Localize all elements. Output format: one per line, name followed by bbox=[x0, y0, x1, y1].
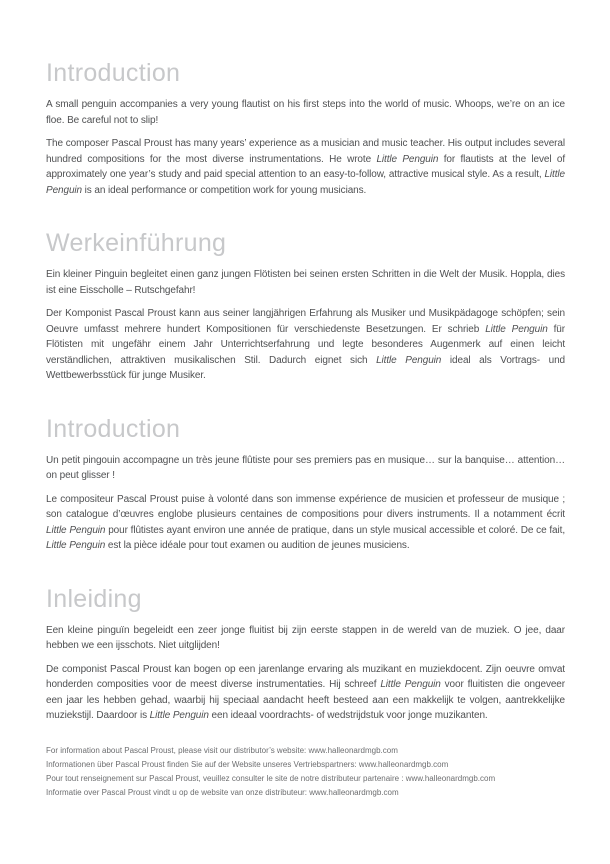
text-run: is an ideal performance or competition work for young musicians. bbox=[82, 184, 367, 196]
section-german bbox=[46, 228, 565, 384]
work-title-emphasis: Little Penguin bbox=[149, 710, 209, 721]
paragraph-english-1 bbox=[46, 97, 565, 128]
text-run: Een kleine pinguïn begeleidt een zeer jonge fluitist bij zijn eerste stappen in de wereld van de muziek. O jee, daar hebben we een ijsschots. Niet uitglijden! bbox=[46, 624, 565, 651]
work-title-emphasis: Little Penguin bbox=[46, 169, 565, 196]
text-run: een ideaal voordrachts- of wedstrijdstuk voor jonge muzikanten. bbox=[208, 710, 488, 721]
paragraph-french-1 bbox=[46, 453, 565, 484]
paragraph-dutch-1 bbox=[46, 623, 565, 654]
text-run: ideal als Vortrags- und Wettbewerbsstück für junge Musiker. bbox=[46, 354, 566, 381]
heading-dutch: Inleiding bbox=[46, 584, 142, 613]
footer-line-french: Pour tout renseignement sur Pascal Proust, veuillez consulter le site de notre distributeur partenaire : www.halleonardmgb.com bbox=[46, 773, 496, 783]
section-english bbox=[46, 58, 565, 198]
text-run: für Flötisten mit ungefähr einem Jahr Unterrichtserfahrung und legte besonderes Augenmerk auf einen leicht verständlichen, attraktiven musikalischen Stil. Dadurch eignet sich bbox=[46, 323, 565, 366]
text-run: Ein kleiner Pinguin begleitet einen ganz jungen Flötisten bei seinen ersten Schritten in die Welt der Musik. Hoppla, dies ist eine Eisscholle – Rutschgefahr! bbox=[46, 269, 565, 296]
text-run: De componist Pascal Proust kan bogen op een jarenlange ervaring als muzikant en muziekdocent. Zijn oeuvre omvat honderden composities voor de meest diverse instrumentaties. Hij schreef bbox=[46, 663, 565, 690]
text-run: voor fluitisten die ongeveer een jaar les hebben gehad, waarbij hij speciaal aandacht heeft besteed aan een makkelijk te volgen, aantrekkelijke muziekstijl. Daardoor is bbox=[46, 679, 565, 721]
work-title-emphasis: Little Penguin bbox=[485, 323, 548, 335]
text-run: Le compositeur Pascal Proust puise à volonté dans son immense expérience de musicien et professeur de musique ; son catalogue d’œuvres englobe plusieurs centaines de compositions pour divers instruments. Il a notamment écrit bbox=[46, 493, 565, 520]
work-title-emphasis: Little Penguin bbox=[46, 524, 106, 536]
text-run: for flautists at the level of approximately one year’s study and paid special attention to an easy-to-follow, attractive musical style. As a result, bbox=[46, 153, 566, 180]
heading-french: Introduction bbox=[46, 414, 181, 443]
work-title-emphasis: Little Penguin bbox=[46, 540, 106, 551]
work-title-emphasis: Little Penguin bbox=[380, 679, 441, 690]
footer-line-dutch: Informatie over Pascal Proust vindt u op de website van onze distributeur: www.halleonardmgb.com bbox=[46, 787, 399, 797]
work-title-emphasis: Little Penguin bbox=[376, 354, 442, 366]
paragraph-german-2 bbox=[46, 306, 565, 384]
footer-line-english: For information about Pascal Proust, please visit our distributor’s website: www.halleonardmgb.com bbox=[46, 745, 398, 755]
footer-line-german: Informationen über Pascal Proust finden Sie auf der Website unseres Vertriebspartners: www.halleonardmgb.com bbox=[46, 759, 449, 769]
text-run: Un petit pingouin accompagne un très jeune flûtiste pour ses premiers pas en musique… sur la banquise… attention… on peut glisser ! bbox=[46, 454, 565, 481]
paragraph-french-2 bbox=[46, 492, 565, 554]
heading-english: Introduction bbox=[46, 59, 181, 87]
section-dutch bbox=[46, 584, 565, 724]
text-run: pour flûtistes ayant environ une année de pratique, dans un style musical accessible et coloré. De ce fait, bbox=[105, 524, 565, 536]
heading-german: Werkeinführung bbox=[46, 229, 227, 257]
work-title-emphasis: Little Penguin bbox=[376, 153, 439, 165]
text-run: The composer Pascal Proust has many years’ experience as a musician and music teacher. His output includes several hundred compositions for the most diverse instrumentations. He wrote bbox=[46, 138, 565, 165]
paragraph-dutch-2 bbox=[46, 662, 565, 724]
paragraph-german-1 bbox=[46, 267, 565, 298]
section-french bbox=[46, 414, 565, 554]
text-run: A small penguin accompanies a very young flautist on his first steps into the world of music. Whoops, we’re on an ice floe. Be careful not to slip! bbox=[46, 99, 565, 126]
text-run: Der Komponist Pascal Proust kann aus seiner langjährigen Erfahrung als Musiker und Musikpädagoge schöpfen; sein Oeuvre umfasst mehrere hundert Kompositionen für verschiedenste Besetzungen. Er schrieb bbox=[46, 308, 565, 335]
text-run: est la pièce idéale pour tout examen ou audition de jeunes musiciens. bbox=[105, 540, 410, 551]
paragraph-english-2 bbox=[46, 136, 565, 198]
distributor-footer bbox=[46, 744, 565, 800]
